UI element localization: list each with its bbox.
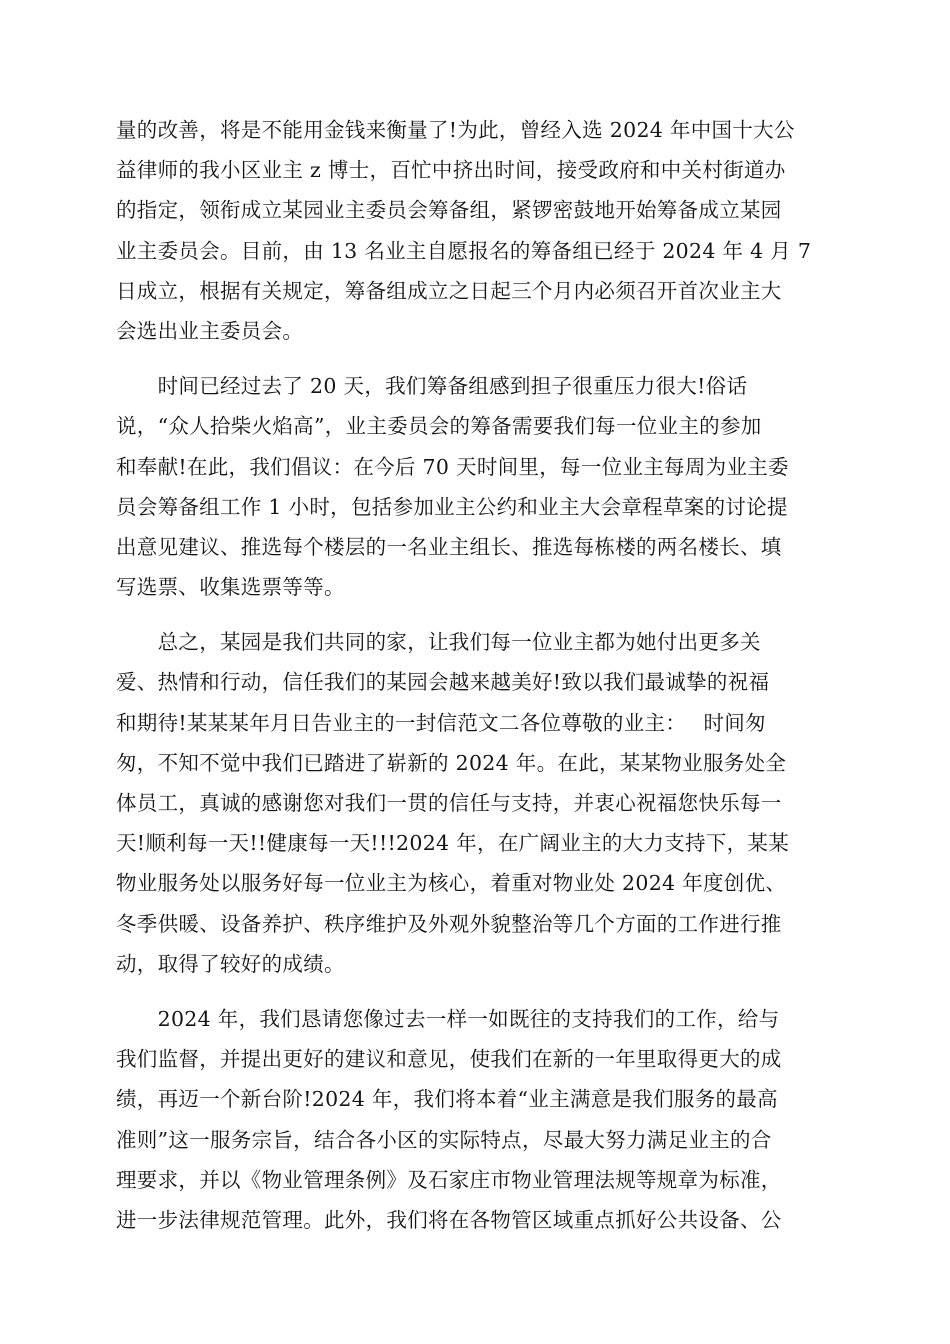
text-line: 总之，某园是我们共同的家，让我们每一位业主都为她付出更多关 bbox=[116, 630, 761, 655]
text-line: 写选票、收集选票等等。 bbox=[116, 575, 345, 600]
text-line: 和期待!某某某年月日告业主的一封信范文二各位尊敬的业主： 时间匆 bbox=[116, 710, 766, 735]
text-line: 益律师的我小区业主 z 博士，百忙中挤出时间，接受政府和中关村街道办 bbox=[116, 158, 786, 183]
text-line: 体员工，真诚的感谢您对我们一贯的信任与支持，并衷心祝福您快乐每一 bbox=[116, 791, 782, 815]
text-line: 业主委员会。目前，由 13 名业主自愿报名的筹备组已经于 2024 年 4 月 7 bbox=[116, 238, 812, 263]
paragraph-3 bbox=[116, 622, 838, 984]
document-body bbox=[116, 110, 838, 1240]
text-line: 的指定，领衔成立某园业主委员会筹备组，紧锣密鼓地开始筹备成立某园 bbox=[116, 198, 782, 223]
text-line: 日成立，根据有关规定，筹备组成立之日起三个月内必须召开首次业主大 bbox=[116, 278, 782, 303]
text-line: 物业服务处以服务好每一位业主为核心，着重对物业处 2024 年度创优、 bbox=[116, 871, 787, 896]
text-line: 2024 年，我们恳请您像过去一样一如既往的支持我们的工作，给与 bbox=[116, 1006, 780, 1031]
text-line: 动，取得了较好的成绩。 bbox=[116, 951, 345, 976]
text-line: 员会筹备组工作 1 小时，包括参加业主公约和业主大会章程草案的讨论提 bbox=[116, 494, 788, 519]
text-line: 说，“众人拾柴火焰高”，业主委员会的筹备需要我们每一位业主的参加 bbox=[116, 414, 762, 439]
paragraph-1 bbox=[116, 110, 838, 351]
text-line: 和奉献!在此，我们倡议：在今后 70 天时间里，每一位业主每周为业主委 bbox=[116, 454, 789, 479]
text-line: 我们监督，并提出更好的建议和意见，使我们在新的一年里取得更大的成 bbox=[116, 1047, 782, 1072]
paragraph-4 bbox=[116, 999, 838, 1240]
text-line: 量的改善，将是不能用金钱来衡量了!为此，曾经入选 2024 年中国十大公 bbox=[116, 118, 795, 142]
text-line: 爱、热情和行动，信任我们的某园会越来越美好!致以我们最诚挚的祝福 bbox=[116, 670, 770, 695]
text-line: 进一步法律规范管理。此外，我们将在各物管区域重点抓好公共设备、公 bbox=[116, 1207, 782, 1232]
text-line: 冬季供暖、设备养护、秩序维护及外观外貌整治等几个方面的工作进行推 bbox=[116, 911, 782, 936]
text-line: 匆，不知不觉中我们已踏进了崭新的 2024 年。在此，某某物业服务处全 bbox=[116, 750, 787, 775]
text-line: 理要求，并以《物业管理条例》及石家庄市物业管理法规等规章为标准， bbox=[116, 1167, 782, 1192]
text-line: 出意见建议、推选每个楼层的一名业主组长、推选每栋楼的两名楼长、填 bbox=[116, 534, 782, 559]
text-line: 会选出业主委员会。 bbox=[116, 318, 304, 343]
text-line: 天!顺利每一天!!健康每一天!!!2024 年，在广阔业主的大力支持下，某某 bbox=[116, 831, 790, 856]
text-line: 时间已经过去了 20 天，我们筹备组感到担子很重压力很大!俗话 bbox=[116, 374, 748, 399]
paragraph-2 bbox=[116, 366, 838, 607]
text-line: 绩，再迈一个新台阶!2024 年，我们将本着“业主满意是我们服务的最高 bbox=[116, 1087, 778, 1112]
text-line: 准则”这一服务宗旨，结合各小区的实际特点，尽最大努力满足业主的合 bbox=[116, 1127, 772, 1152]
